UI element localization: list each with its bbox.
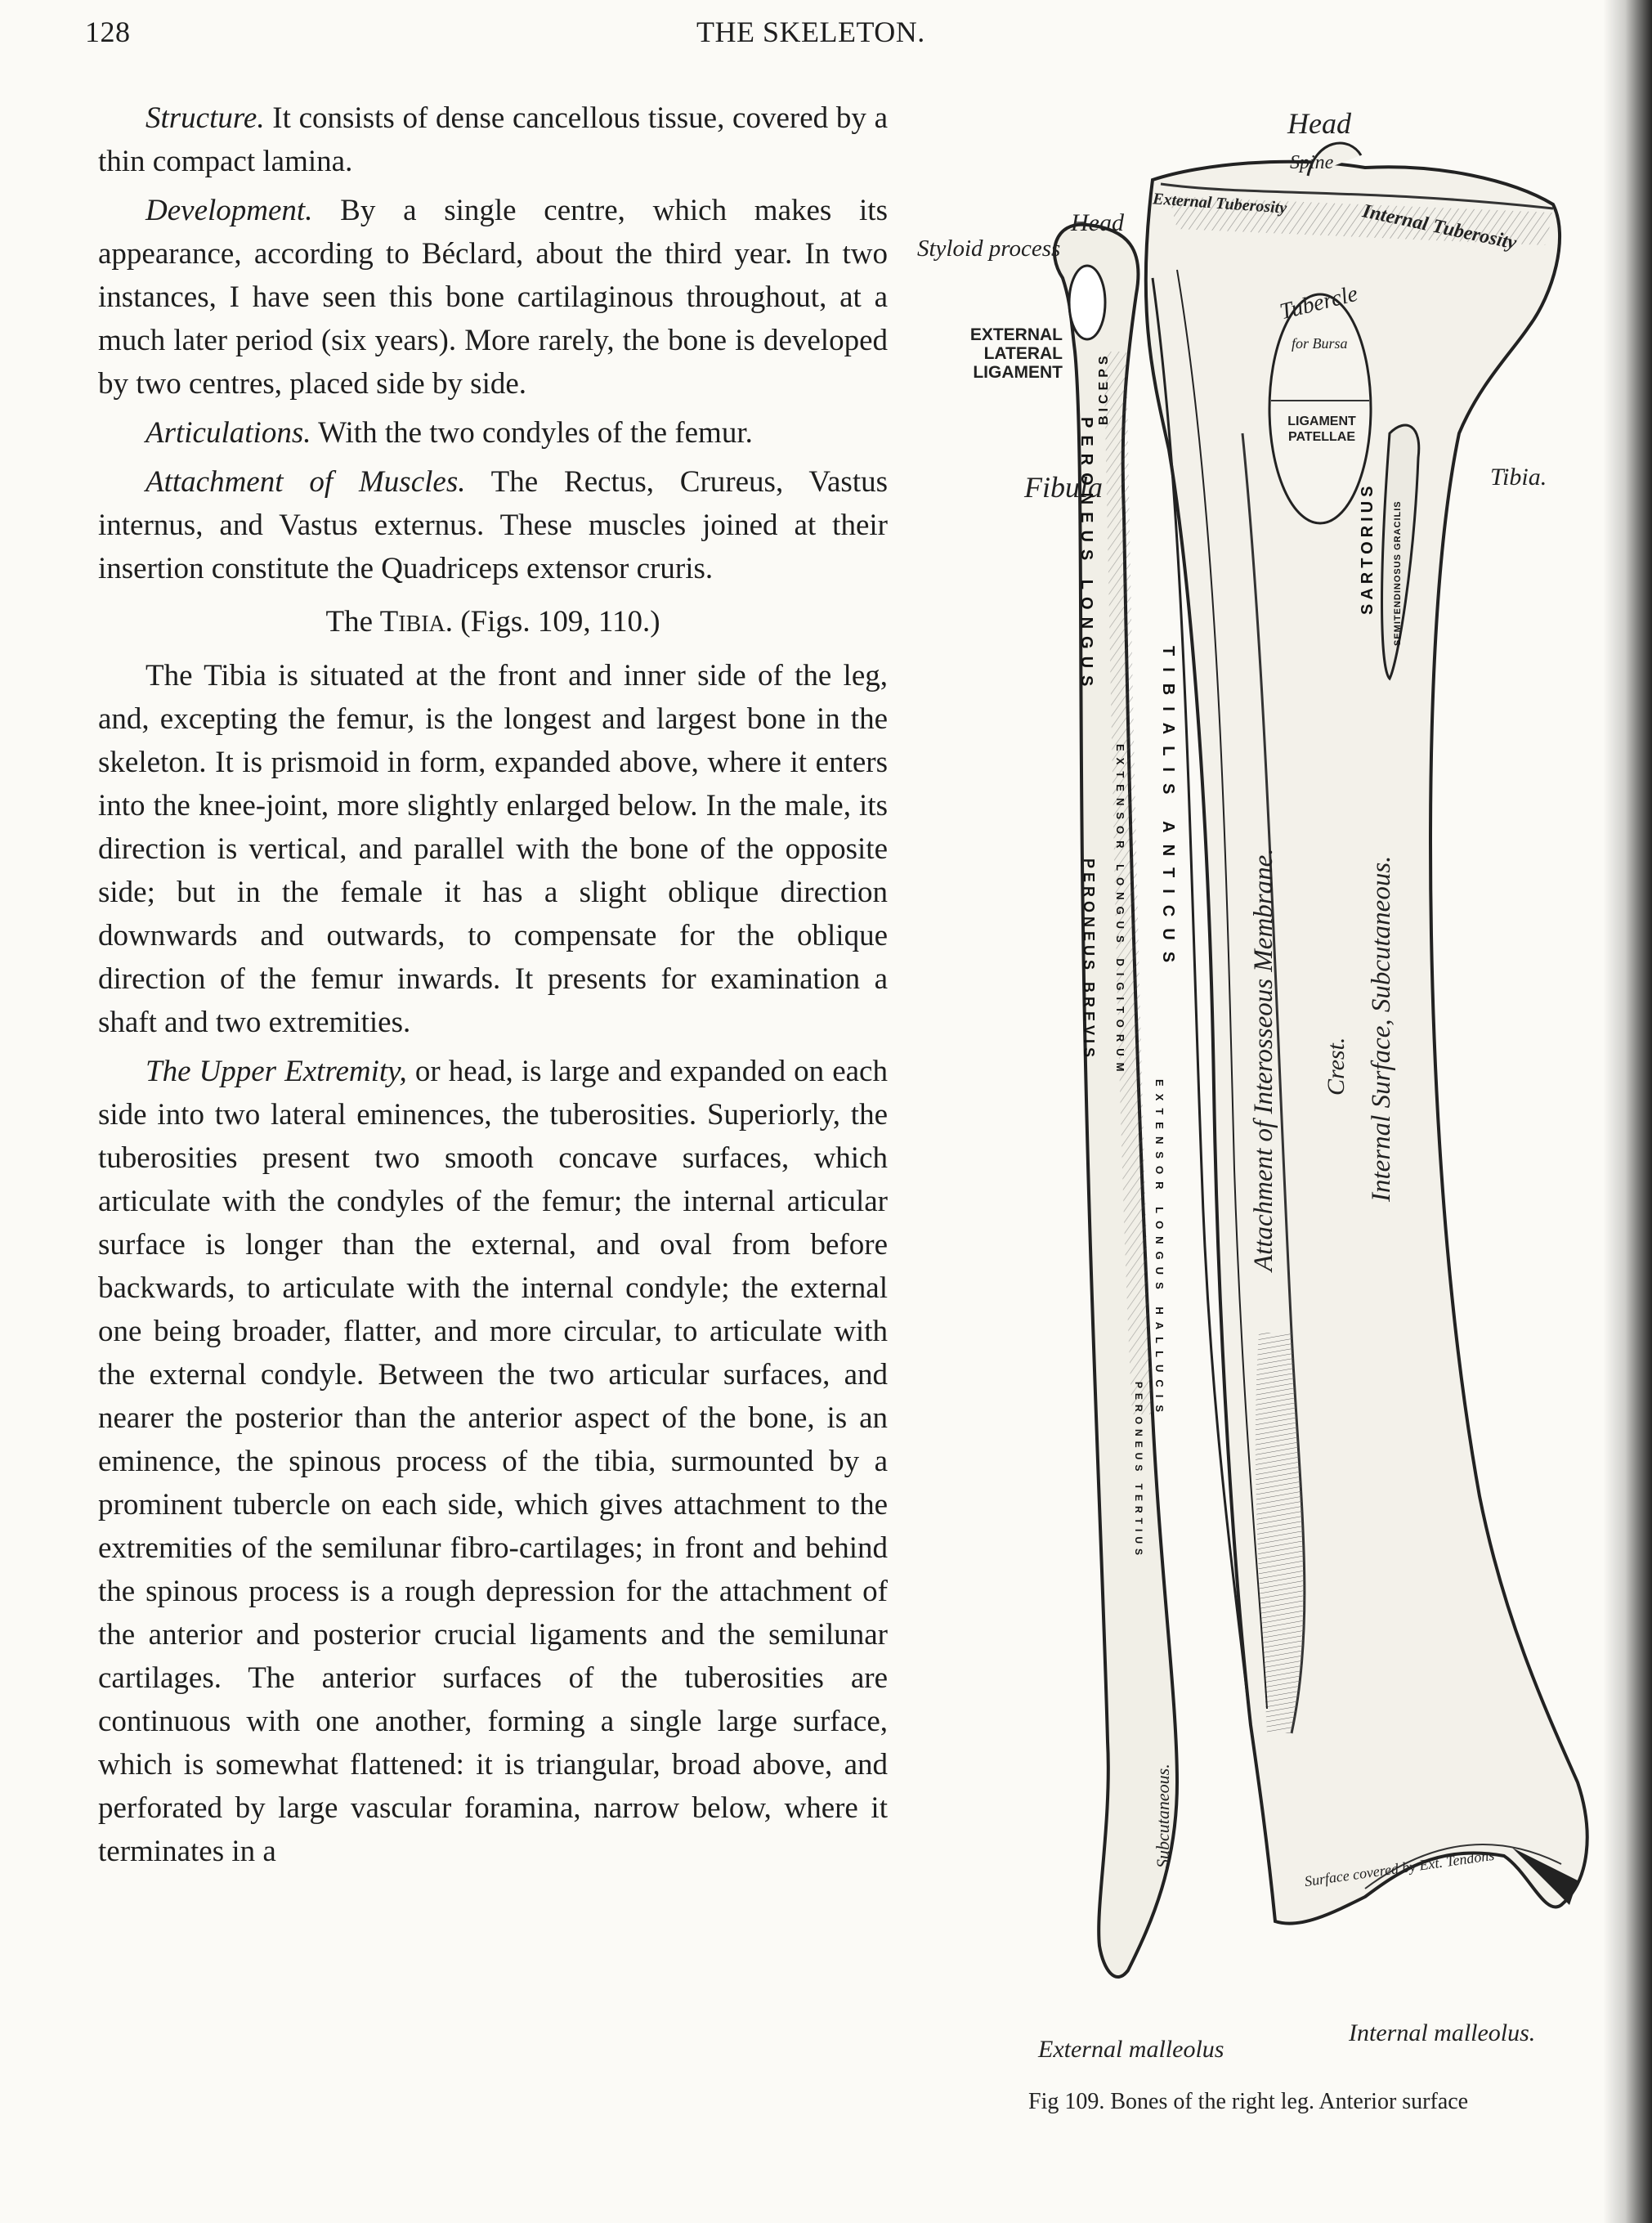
label-ligament-patellae: LIGAMENT PATELLAE <box>1287 415 1356 444</box>
paragraph-text: or head, is large and expanded on each side into two lateral eminences, the tuberosities. Superiorly, the tuberosities present two smooth concave surfaces, which articulate with the condyles of the femur; the internal articular surface is longer than the external, and oval from before backwards, to articulate with the internal condyle; the external one being broader, flatter, and more circular, to articulate with the external condyle. Between the two articular surfaces, and nearer the posterior than the anterior aspect of the bone, is an eminence, the spinous process of the tibia, surmounted by a prominent tubercle on each side, which gives attachment to the extremities of the semilunar fibro-cartilages; in front and behind the spinous process is a rough depression for the attachment of the anterior and posterior crucial ligaments and the semilunar cartilages. The anterior surfaces of the tuberosities are continuous with one another, forming a single large surface, which is somewhat flattened: it is triangular, broad above, and perforated by large vascular foramina, narrow below, where it terminates in a <box>98 1055 888 1868</box>
label-interosseous-membrane: Attachment of Interosseous Membrane. <box>1249 848 1278 1271</box>
paragraph-muscles <box>98 460 888 590</box>
heading-word-the: The <box>325 605 373 639</box>
paragraph-structure <box>98 96 888 183</box>
paragraph-lead: Articulations. <box>146 416 311 450</box>
label-surface-covered: Surface covered by Ext. Tendons <box>1303 1846 1496 1890</box>
paragraph-upper-extremity <box>98 1050 888 1873</box>
label-external-malleolus: External malleolus <box>1038 2036 1224 2063</box>
label-head-fibula: Head <box>1071 209 1124 236</box>
label-external-tuberosity: External Tuberosity <box>1152 190 1287 217</box>
paragraph-text: By a single centre, which makes its appearance, according to Béclard, about the third year. In two instances, I have seen this bone cartilaginous throughout, at a much later period (six years). More rarely, the bone is developed by two centres, placed side by side. <box>98 194 888 401</box>
paragraph-lead: Structure. <box>146 101 265 135</box>
label-sartorius: SARTORIUS <box>1359 482 1377 615</box>
label-internal-surface: Internal Surface, Subcutaneous. <box>1367 855 1396 1202</box>
paragraph-text: The Tibia is situated at the front and inner side of the leg, and, excepting the femur, is the longest and largest bone in the skeleton. It is prismoid in form, expanded above, where it enters into the knee-joint, more slightly enlarged below. In the male, its direction is vertical, and parallel with the bone of the opposite side; but in the female it has a slight oblique direction downwards and outwards, to compensate for the oblique direction of the femur inwards. It presents for examination a shaft and two extremities. <box>98 659 888 1039</box>
label-peroneus-tertius: PERONEUS TERTIUS <box>1133 1382 1144 1561</box>
label-styloid-process: Styloid process <box>917 235 1061 262</box>
label-peroneus-brevis: PERONEUS BREVIS <box>1081 858 1097 1062</box>
label-internal-malleolus: Internal malleolus. <box>1349 2019 1536 2046</box>
ligament-patellae-oval <box>1269 294 1371 523</box>
running-title: THE SKELETON. <box>696 16 925 48</box>
label-internal-tuberosity: Internal Tuberosity <box>1360 200 1519 254</box>
label-peroneus-longus: PERONEUS LONGUS <box>1077 417 1095 694</box>
paragraph-tibia-intro <box>98 654 888 1044</box>
label-for-bursa: for Bursa <box>1292 335 1348 352</box>
label-fibula: Fibula <box>1024 471 1103 504</box>
heading-initial: T <box>379 605 399 639</box>
page-number: 128 <box>85 16 131 48</box>
paragraph-lead: Development. <box>146 194 313 227</box>
label-extensor-longus-hallucis: EXTENSOR LONGUS HALLUCIS <box>1153 1079 1166 1420</box>
paragraph-development <box>98 189 888 406</box>
label-tubercle: Tubercle <box>1277 280 1361 325</box>
paragraph-lead: Attachment of Muscles. <box>146 465 466 499</box>
biceps-insertion <box>1069 266 1105 339</box>
heading-small-caps: IBIA <box>398 612 445 637</box>
paragraph-text: With the two condyles of the femur. <box>311 416 753 450</box>
label-semitendinosus-gracilis: SEMITENDINOSUS GRACILIS <box>1393 500 1403 646</box>
label-head-top: Head <box>1287 107 1351 140</box>
label-tibialis-anticus: TIBIALIS ANTICUS <box>1159 646 1177 975</box>
label-spine: Spine <box>1290 152 1334 173</box>
paragraph-text: It consists of dense cancellous tissue, covered by a thin compact lamina. <box>98 101 888 178</box>
label-biceps: BICEPS <box>1097 352 1111 425</box>
section-heading-tibia <box>98 600 888 646</box>
label-external-lateral-ligament: EXTERNAL LATERAL LIGAMENT <box>969 325 1063 382</box>
paragraph-text: The Rectus, Crureus, Vastus internus, and Vastus externus. These muscles joined at their insertion constitute the Quadriceps extensor cruris. <box>98 465 888 585</box>
figure-caption: Fig 109. Bones of the right leg. Anterior surface <box>1028 2089 1469 2114</box>
label-extensor-longus-digitorum: EXTENSOR LONGUS DIGITORUM <box>1114 744 1126 1078</box>
label-subcutaneous: Subcutaneous. <box>1153 1764 1173 1868</box>
paragraph-lead: The Upper Extremity, <box>146 1055 407 1088</box>
label-crest: Crest. <box>1323 1037 1350 1096</box>
paragraph-articulations <box>98 411 888 455</box>
label-tibia: Tibia. <box>1490 464 1547 491</box>
heading-figs: . (Figs. 109, 110.) <box>445 605 660 639</box>
figure-leg-bones <box>907 106 1627 2077</box>
body-text-column <box>98 96 888 1879</box>
